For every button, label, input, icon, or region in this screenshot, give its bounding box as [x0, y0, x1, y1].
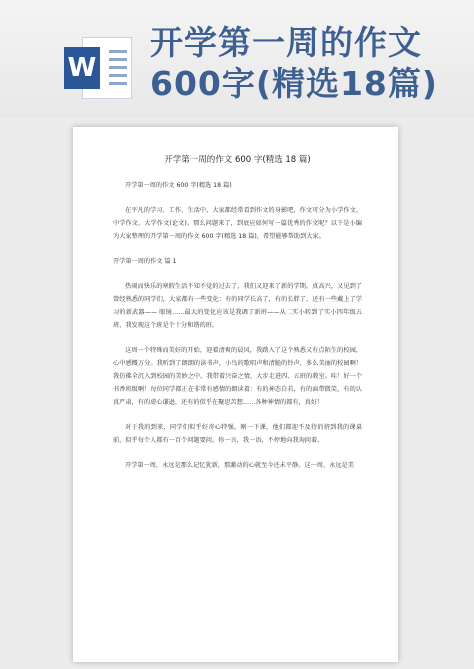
section-heading: 开学第一周的作文 篇 1: [113, 258, 177, 265]
banner-title-line1: 开学第一周的作文: [150, 23, 422, 62]
document-page: [73, 127, 398, 662]
paragraph-3: 对于我的到来，同学们似乎好奇心特强。刚一下课，他们都迎不及待的挤到我的课桌前，似乎每个人都有一百个问题要问。你一言，我一语，不停地向我询问着。: [113, 424, 362, 444]
header-banner: [0, 0, 474, 118]
paragraph-1: 热闹而快乐的寒假生活不知不觉的过去了，我们又迎来了新的学期。真高兴，又见到了曾经熟悉的同学们，大家都有一些变化：有的同学长高了，有的长胖了，还有一些戴上了学习的新武器—— 眼镜……最大的变化应该是我调了新班——从二实小转到了实小四年级五班，我发现这个班是个十分和谐的班。: [113, 283, 362, 329]
word-letter-icon: W: [64, 47, 100, 89]
banner-title-line2: 600字(精选18篇): [150, 64, 438, 103]
paragraph-2: 这周一个特殊而美好的开始，迎着清爽的晨风，我踏入了这个熟悉又有点陌生的校园，心中感慨万分。我听到了朗朗的读书声，小鸟的歌唱声和清脆的铃声，多么美丽的校园啊！我仿佛全沉入到校园的美妙之中。我带着兴奋之情，大步走进四、五班的教室。哇！好一个书香班级啊！每位同学都正在非常有感情的朗读着：有的神态自若，有的面带微笑，有的认真严肃，有的虚心谦逊，还有的似乎在聚思苦想……各种神情的都有，真好！: [113, 347, 362, 406]
word-doc-icon: [64, 37, 132, 99]
intro-paragraph: 在平凡的学习、工作、生活中，大家都经常看到作文的身影吧，作文可分为小学作文、中学作文、大学作文(论文)。那么问题来了，到底应如何写一篇优秀的作文呢？以下是小编为大家整理的开学第一周的作文 600 字(精选 18 篇)，希望能够帮助到大家。: [113, 207, 362, 240]
paragraph-4: 开学第一周，永远是那么记忆犹新，那激动的心就至今还未平静。这一周，永远是美: [125, 462, 354, 469]
banner-title: [150, 22, 470, 104]
document-title: 开学第一周的作文 600 字(精选 18 篇): [164, 155, 311, 165]
document-subtitle: 开学第一周的作文 600 字(精选 18 篇): [125, 182, 232, 189]
document-content: [113, 153, 362, 472]
